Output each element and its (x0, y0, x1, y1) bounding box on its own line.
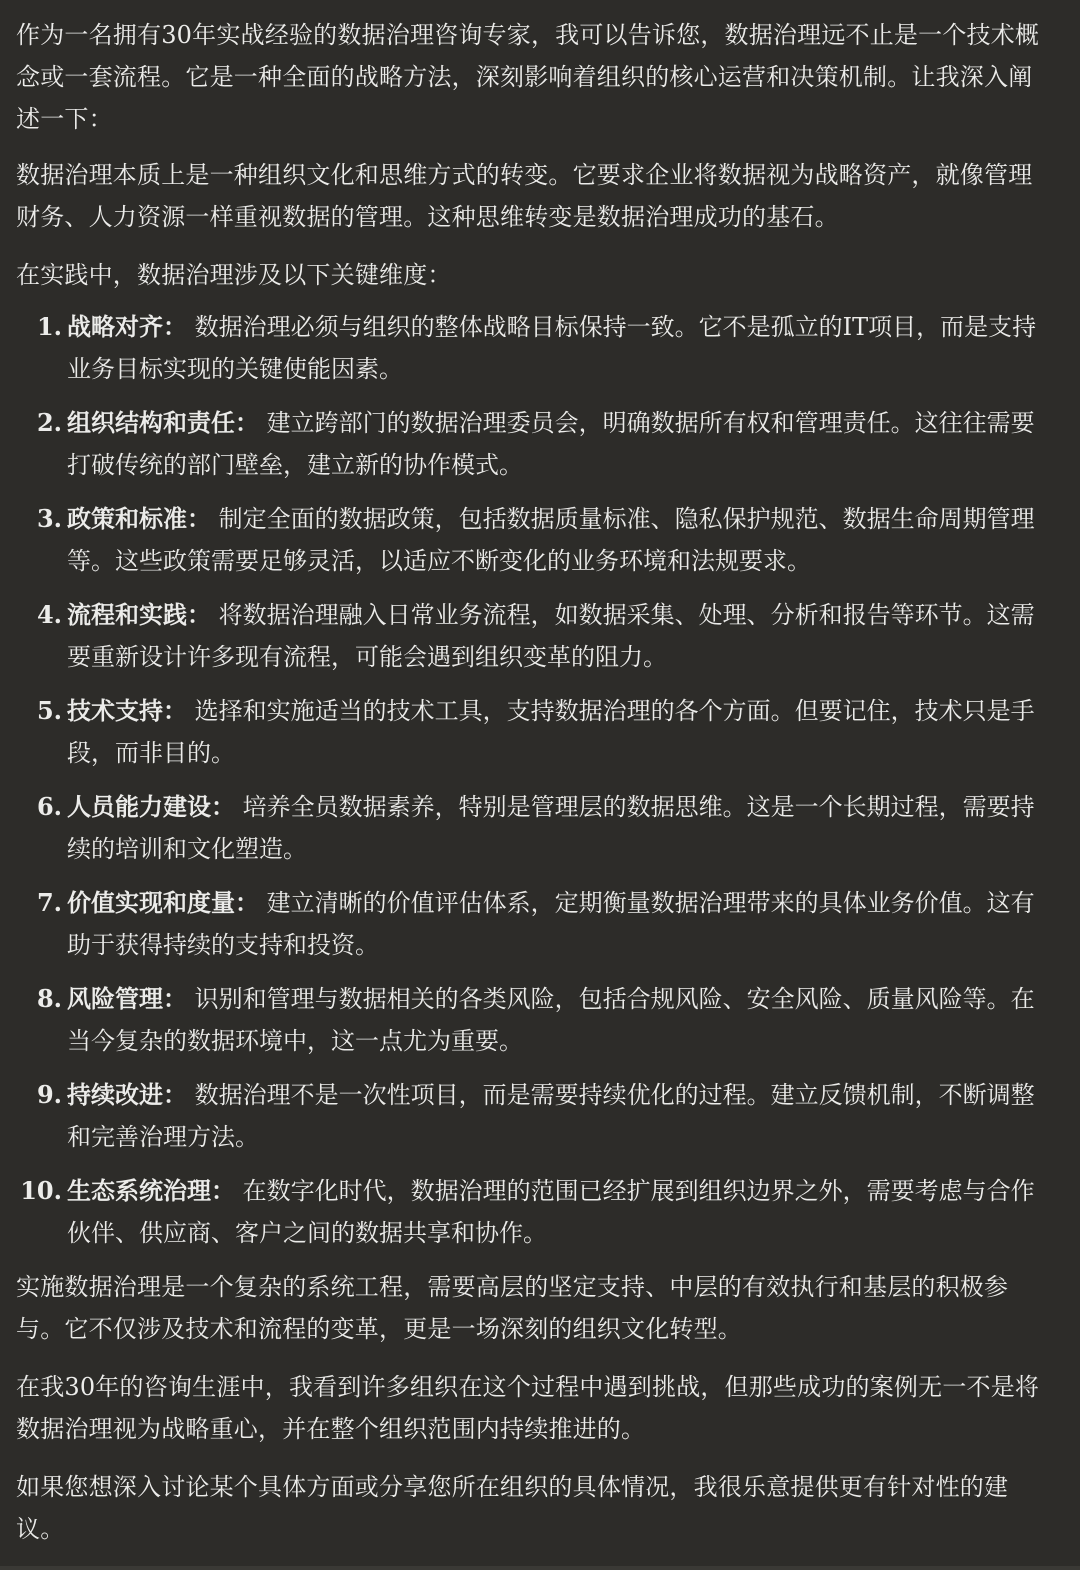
list-term: 价值实现和度量： (67, 888, 259, 917)
list-text: 将数据治理融入日常业务流程，如数据采集、处理、分析和报告等环节。这需要重新设计许多现有流程，可能会遇到组织变革的阻力。 (67, 601, 1035, 671)
list-text: 数据治理不是一次性项目，而是需要持续优化的过程。建立反馈机制，不断调整和完善治理方法。 (67, 1081, 1035, 1151)
list-text: 数据治理必须与组织的整体战略目标保持一致。它不是孤立的IT项目，而是支持业务目标实现的关键使能因素。 (67, 313, 1037, 383)
list-term: 风险管理： (67, 984, 187, 1013)
list-item (16, 402, 1046, 486)
list-number: 3. (36, 504, 62, 533)
list-term: 生态系统治理： (67, 1176, 235, 1205)
offer-paragraph: 如果您想深入讨论某个具体方面或分享您所在组织的具体情况，我很乐意提供更有针对性的建议。 (16, 1473, 1009, 1543)
intro-paragraph: 作为一名拥有30年实战经验的数据治理咨询专家，我可以告诉您，数据治理远不止是一个技术概念或一套流程。它是一种全面的战略方法，深刻影响着组织的核心运营和决策机制。让我深入阐述一下： (16, 21, 1040, 133)
list-item (16, 594, 1046, 678)
list-number: 10. (20, 1176, 62, 1205)
list-number: 5. (36, 696, 62, 725)
list-item (16, 1074, 1046, 1158)
list-number: 2. (36, 408, 62, 437)
list-term: 持续改进： (67, 1080, 187, 1109)
list-number: 8. (36, 984, 62, 1013)
list-item (16, 306, 1046, 390)
dimension-list (16, 306, 1046, 1254)
list-number: 9. (36, 1080, 62, 1109)
list-item (16, 978, 1046, 1062)
list-number: 6. (36, 792, 62, 821)
dimensions-lead: 在实践中，数据治理涉及以下关键维度： (16, 261, 452, 289)
essence-paragraph: 数据治理本质上是一种组织文化和思维方式的转变。它要求企业将数据视为战略资产，就像管理财务、人力资源一样重视数据的管理。这种思维转变是数据治理成功的基石。 (16, 161, 1033, 231)
list-text: 选择和实施适当的技术工具，支持数据治理的各个方面。但要记住，技术只是手段，而非目的。 (67, 697, 1035, 767)
career-paragraph: 在我30年的咨询生涯中，我看到许多组织在这个过程中遇到挑战，但那些成功的案例无一不是将数据治理视为战略重心，并在整个组织范围内持续推进的。 (16, 1373, 1040, 1443)
list-text: 培养全员数据素养，特别是管理层的数据思维。这是一个长期过程，需要持续的培训和文化塑造。 (67, 793, 1035, 863)
list-item (16, 882, 1046, 966)
list-text: 识别和管理与数据相关的各类风险，包括合规风险、安全风险、质量风险等。在当今复杂的数据环境中，这一点尤为重要。 (67, 985, 1035, 1055)
bottom-divider (0, 1566, 1080, 1570)
list-term: 流程和实践： (67, 600, 211, 629)
list-term: 战略对齐： (67, 312, 187, 341)
list-number: 7. (36, 888, 62, 917)
list-item (16, 786, 1046, 870)
list-number: 4. (36, 600, 62, 629)
list-term: 技术支持： (67, 696, 187, 725)
list-term: 政策和标准： (67, 504, 211, 533)
list-text: 在数字化时代，数据治理的范围已经扩展到组织边界之外，需要考虑与合作伙伴、供应商、客户之间的数据共享和协作。 (67, 1177, 1035, 1247)
list-number: 1. (36, 312, 62, 341)
list-item (16, 1170, 1046, 1254)
list-term: 人员能力建设： (67, 792, 235, 821)
list-text: 建立跨部门的数据治理委员会，明确数据所有权和管理责任。这往往需要打破传统的部门壁垒，建立新的协作模式。 (67, 409, 1035, 479)
closing-paragraph: 实施数据治理是一个复杂的系统工程，需要高层的坚定支持、中层的有效执行和基层的积极参与。它不仅涉及技术和流程的变革，更是一场深刻的组织文化转型。 (16, 1273, 1009, 1343)
list-text: 制定全面的数据政策，包括数据质量标准、隐私保护规范、数据生命周期管理等。这些政策需要足够灵活，以适应不断变化的业务环境和法规要求。 (67, 505, 1035, 575)
list-item (16, 690, 1046, 774)
list-term: 组织结构和责任： (67, 408, 259, 437)
list-text: 建立清晰的价值评估体系，定期衡量数据治理带来的具体业务价值。这有助于获得持续的支持和投资。 (67, 889, 1035, 959)
list-item (16, 498, 1046, 582)
